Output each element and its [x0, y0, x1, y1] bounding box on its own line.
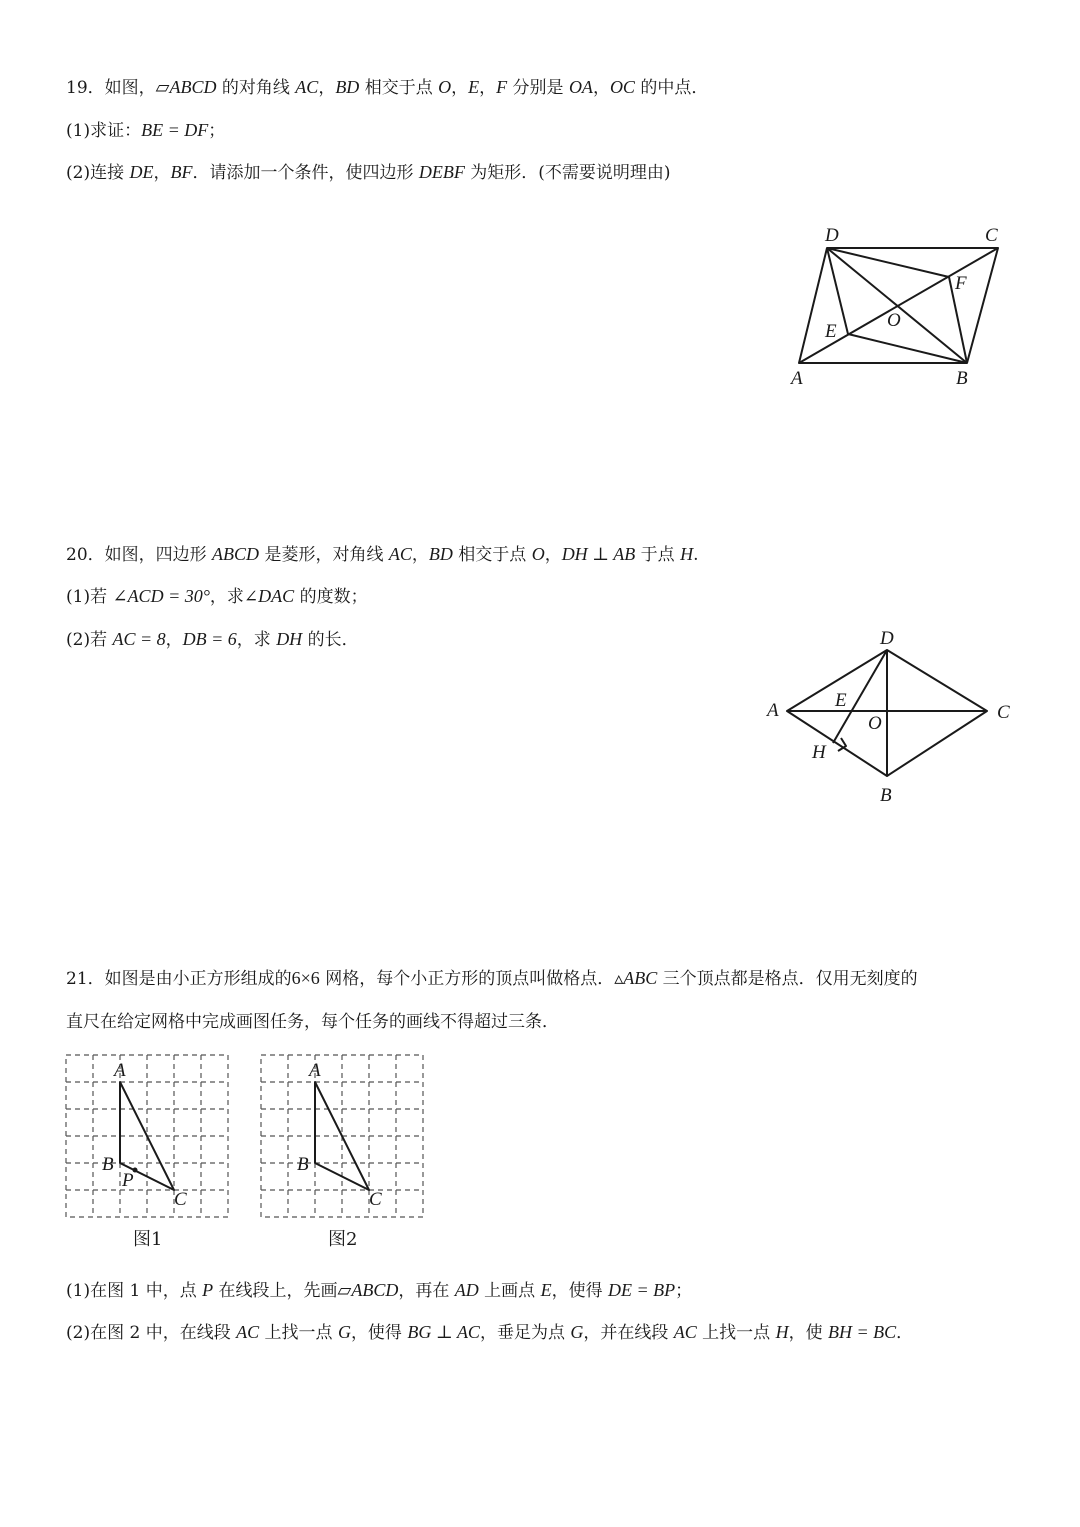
q21-part2: (2)在图 2 中，在线段 AC 上找一点 G，使得 BG ⊥ AC，垂足为点 G，并在线段 AC 上找一点 H，使 BH = BC．	[66, 1322, 914, 1343]
q21-fig1-caption: 图1	[133, 1229, 163, 1250]
q19-part2: (2)连接 DE，BF．请添加一个条件，使四边形 DEBF 为矩形．(不需要说明理由)	[66, 162, 671, 183]
q20-label-A: A	[767, 700, 779, 721]
q20-label-E: E	[835, 690, 847, 711]
q21-fig2-caption: 图2	[328, 1229, 358, 1250]
q21-fig2-label-A: A	[309, 1060, 321, 1081]
q19-label-B: B	[956, 368, 968, 389]
q21-part1: (1)在图 1 中，点 P 在线段上，先画▱ABCD，再在 AD 上画点 E，使得 DE = BP；	[66, 1280, 693, 1301]
q21-stem-line2: 直尺在给定网格中完成画图任务，每个任务的画线不得超过三条．	[66, 1012, 559, 1032]
q20-label-C: C	[997, 702, 1010, 723]
q20-part2: (2)若 AC = 8，DB = 6，求 DH 的长．	[66, 629, 359, 650]
q21-stem-line1: 21．如图是由小正方形组成的6×6 网格，每个小正方形的顶点叫做格点．▵ABC 三个顶点都是格点．仅用无刻度的	[66, 968, 918, 989]
q21-fig1-label-P: P	[122, 1170, 134, 1191]
q20-label-O: O	[868, 713, 882, 734]
q19-part1: (1)求证：BE = DF；	[66, 120, 226, 141]
q19-label-C: C	[985, 225, 998, 246]
q20-label-D: D	[880, 628, 894, 649]
q19-label-D: D	[825, 225, 839, 246]
q20-stem: 20．如图，四边形 ABCD 是菱形，对角线 AC，BD 相交于点 O，DH ⊥ AB 于点 H.	[66, 544, 699, 565]
q21-fig1-label-B: B	[102, 1154, 114, 1175]
q21-fig2-label-C: C	[369, 1189, 382, 1210]
q19-label-A: A	[791, 368, 803, 389]
q21-fig1-label-A: A	[114, 1060, 126, 1081]
q19-label-F: F	[955, 273, 967, 294]
q20-label-H: H	[812, 742, 826, 763]
q21-fig2-label-B: B	[297, 1154, 309, 1175]
q20-part1: (1)若 ∠ACD = 30°，求∠DAC 的度数；	[66, 586, 368, 607]
q19-stem: 19．如图，▱ABCD 的对角线 AC，BD 相交于点 O，E，F 分别是 OA，OC 的中点．	[66, 77, 709, 98]
q19-label-E: E	[825, 321, 837, 342]
q21-fig1-label-C: C	[174, 1189, 187, 1210]
q19-label-O: O	[887, 310, 901, 331]
q20-label-B: B	[880, 785, 892, 806]
